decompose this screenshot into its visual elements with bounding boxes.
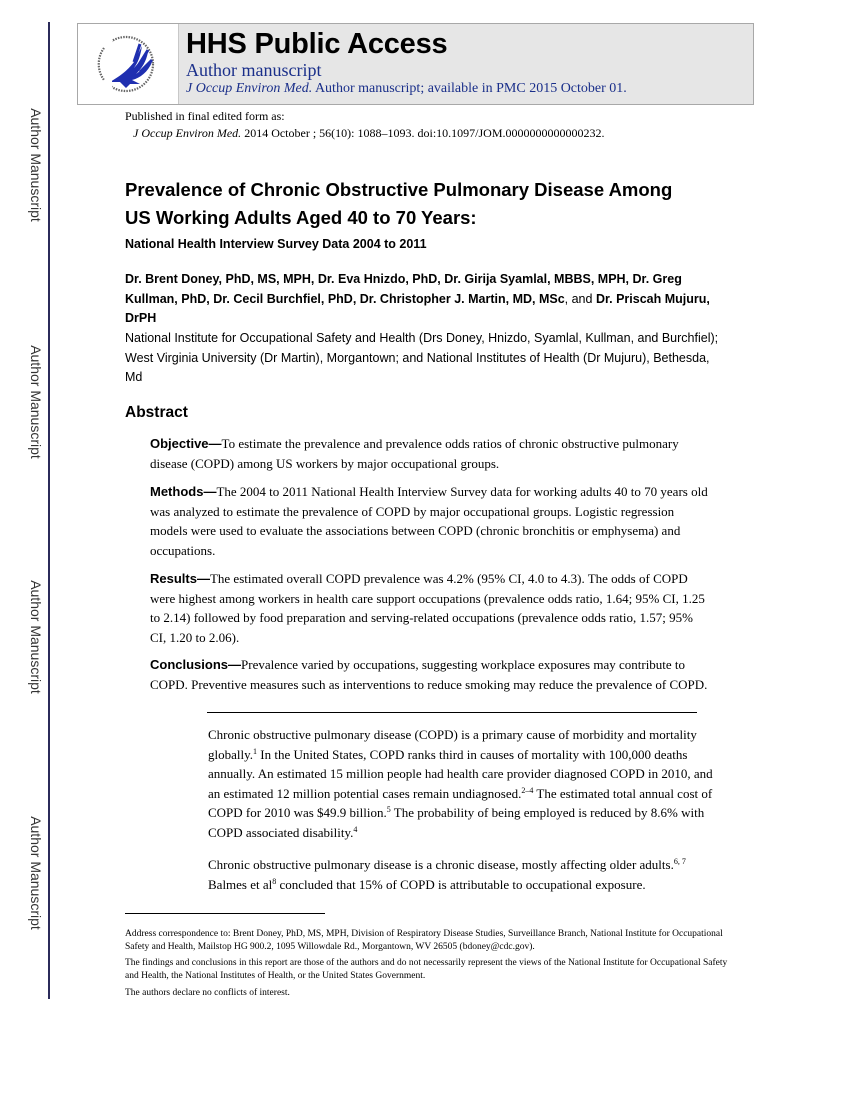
authors-last: Dr. Priscah Mujuru, DrPH (125, 291, 710, 325)
availability-line (186, 80, 627, 98)
footnote-conflicts: The authors declare no conflicts of interest. (125, 988, 290, 998)
methods-label: Methods— (150, 484, 217, 499)
author-list (125, 270, 725, 329)
text: Chronic obstructive pulmonary disease is a chronic disease, mostly affecting older adults. (208, 857, 674, 872)
title-line-2: US Working Adults Aged 40 to 70 Years: (125, 207, 477, 228)
abstract-divider (207, 712, 697, 713)
text: concluded that 15% of COPD is attributable to occupational exposure. (276, 876, 646, 892)
title-line-1: Prevalence of Chronic Obstructive Pulmonary Disease Among (125, 179, 673, 200)
citation-ref[interactable]: 5 (386, 805, 391, 814)
methods-text: The 2004 to 2011 National Health Interview Survey data for working adults 40 to 70 years old was analyzed to estimate the prevalence of COPD by major occupational groups. Logistic regression models were used to evaluate the associations between COPD (chronic bronchitis or emphysema) and occupations. (150, 484, 708, 558)
authors-conjunction: , and (564, 291, 596, 306)
margin-label-author-manuscript (24, 327, 44, 477)
citation-journal: J Occup Environ Med. (133, 126, 242, 140)
objective-label: Objective— (150, 436, 222, 451)
margin-label-author-manuscript (24, 562, 44, 712)
citation-text: 2014 October ; 56(10): 1088–1093. doi:10.1097/JOM.0000000000000232. (241, 126, 605, 140)
citation-ref[interactable]: 6, 7 (673, 857, 686, 866)
hhs-eagle-seal-icon (90, 32, 166, 96)
margin-label-author-manuscript (24, 798, 44, 948)
results-label: Results— (150, 571, 210, 586)
objective-text: To estimate the prevalence and prevalence odds ratios of chronic obstructive pulmonary disease (COPD) among US workers by major occupational groups. (150, 436, 679, 471)
citation-ref[interactable]: 4 (353, 824, 358, 834)
footnote-disclaimer: The findings and conclusions in this report are those of the authors and do not necessarily represent the views of the National Institute for Occupational Safety and Health, the National Institutes of Health, or the United States Government. (125, 958, 728, 981)
hhs-logo (78, 24, 179, 104)
body-paragraph-2 (208, 855, 728, 894)
abstract-conclusions (150, 655, 710, 694)
journal-abbrev: J Occup Environ Med. (186, 81, 313, 96)
hhs-title: HHS Public Access (186, 28, 448, 60)
margin-label-author-manuscript (24, 90, 44, 240)
conclusions-text: Prevalence varied by occupations, suggesting workplace exposures may contribute to COPD. Preventive measures such as interventions to reduce smoking may reduce the prevalence of COPD. (150, 657, 708, 692)
margin-vertical-bar (48, 22, 50, 999)
affiliations: National Institute for Occupational Safety and Health (Drs Doney, Hnizdo, Syamlal, Kullman, and Burchfiel); West Virginia University (Dr Martin), Morgantown; and National Institutes of Health (Dr Mujuru), Bethesda, Md (125, 331, 719, 384)
article-subtitle: National Health Interview Survey Data 2004 to 2011 (125, 237, 427, 251)
authors-main: Dr. Brent Doney, PhD, MS, MPH, Dr. Eva Hnizdo, PhD, Dr. Girija Syamlal, MBBS, MPH, Dr. Greg Kullman, PhD, Dr. Cecil Burchfiel, PhD, Dr. Christopher J. Martin, MD, MSc (125, 272, 682, 306)
margin-label-text: Author Manuscript (28, 816, 44, 930)
author-manuscript-label: Author manuscript (186, 60, 322, 80)
text: Chronic obstructive pulmonary disease (COPD) is a primary cause of morbidity and mortality globally. (208, 727, 697, 762)
text: Balmes et al (208, 876, 273, 892)
abstract-heading: Abstract (125, 404, 188, 421)
body-paragraph-1 (208, 725, 728, 842)
citation-ref[interactable]: 1 (253, 746, 258, 756)
text: The probability of being employed is reduced by 8.6% with COPD associated disability. (208, 805, 705, 840)
abstract-results (150, 569, 710, 647)
availability-text: Author manuscript; available in PMC 2015 October 01. (312, 81, 627, 96)
text: In the United States, COPD ranks third in causes of mortality with 100,000 deaths annually. An estimated 15 million people had health care provider diagnosed COPD in 2010, and an estimated 12 million potential cases remain undiagnosed. (208, 746, 713, 801)
abstract-methods (150, 482, 710, 560)
margin-label-text: Author Manuscript (28, 345, 44, 459)
text: The estimated total annual cost of COPD for 2010 was $49.9 billion. (208, 785, 713, 820)
article-title (125, 176, 745, 232)
citation-ref[interactable]: 2–4 (521, 785, 534, 795)
results-text: The estimated overall COPD prevalence was 4.2% (95% CI, 4.0 to 4.3). The odds of COPD were highest among workers in health care support occupations (prevalence odds ratio, 1.64; 95% CI, 1.25 to 2.14) followed by food preparation and serving-related occupations (prevalence odds ratio, 1.57; 95% CI, 1.20 to 2.06). (150, 571, 705, 645)
abstract-objective (150, 434, 710, 473)
published-intro: Published in final edited form as: (125, 109, 285, 123)
citation-ref[interactable]: 8 (272, 876, 277, 886)
conclusions-label: Conclusions— (150, 657, 242, 672)
margin-label-text: Author Manuscript (28, 108, 44, 222)
footnote-correspondence: Address correspondence to: Brent Doney, PhD, MS, MPH, Division of Respiratory Disease Studies, Surveillance Branch, National Institute for Occupational Safety and Health, Mailstop HG 900.2, 1095 Willowdale Rd., Morgantown, WV 26505 (bdoney@cdc.gov). (125, 929, 723, 952)
hhs-public-access-header (77, 23, 754, 105)
margin-label-text: Author Manuscript (28, 580, 44, 694)
citation-line (133, 126, 605, 141)
footnote-divider (125, 913, 325, 914)
